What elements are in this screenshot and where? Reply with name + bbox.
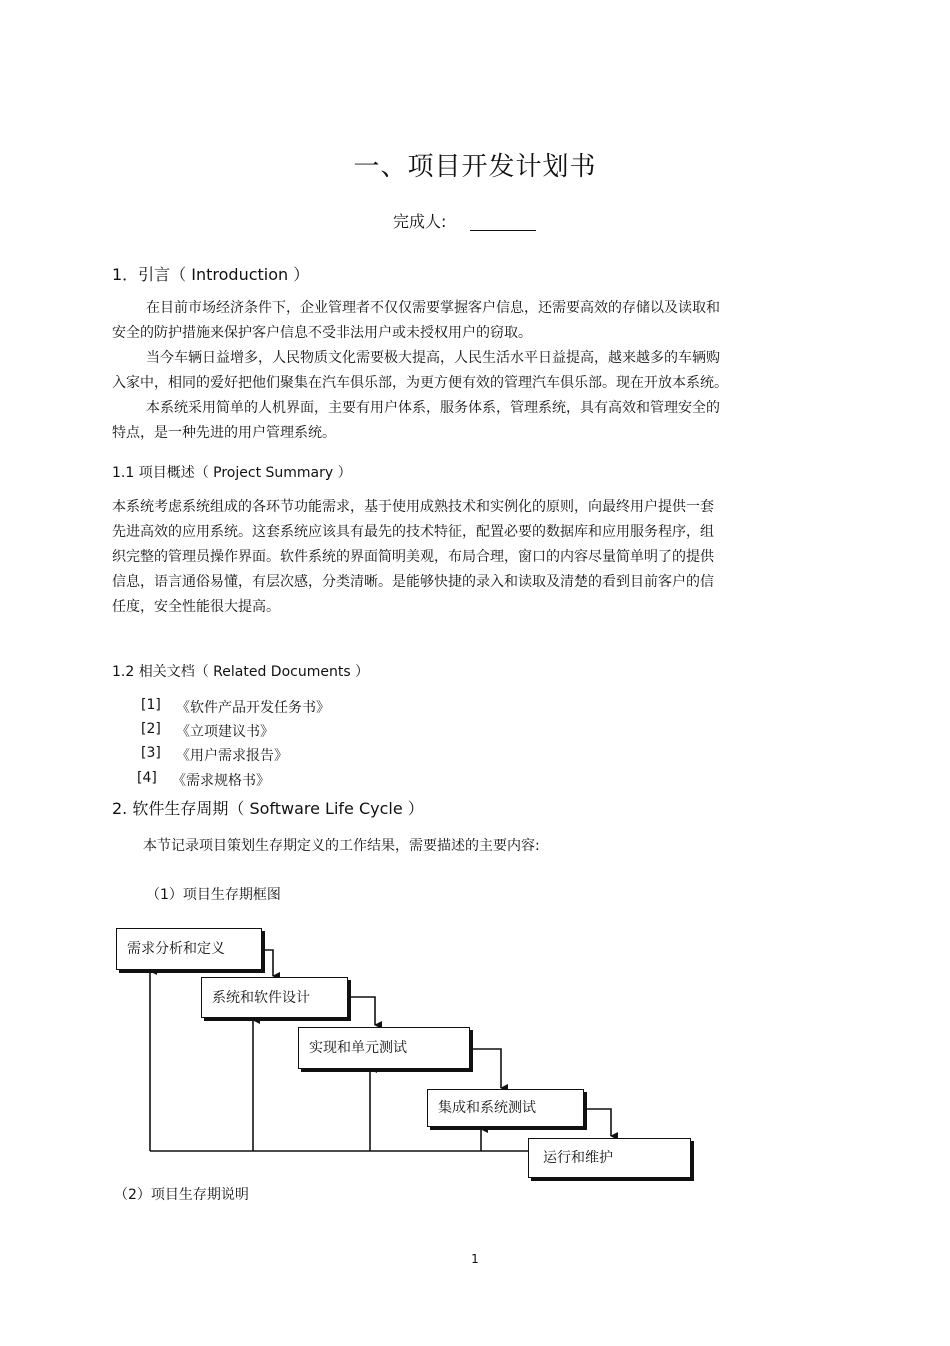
diagram-caption: （1）项目生存期框图 xyxy=(146,887,281,903)
paragraph-line: 本系统考虑系统组成的各环节功能需求，基于使用成熟技术和实例化的原则，向最终用户提供一套 xyxy=(112,499,714,515)
paragraph-line: 安全的防护措施来保护客户信息不受非法用户或未授权用户的窃取。 xyxy=(112,325,532,341)
stage-box xyxy=(427,1089,584,1127)
reference-number: [3] xyxy=(141,745,161,761)
reference-title: 《立项建议书》 xyxy=(176,724,274,740)
paragraph-line: 本系统采用简单的人机界面，主要有用户体系，服务体系，管理系统，具有高效和管理安全的 xyxy=(146,400,720,416)
stage-label: 集成和系统测试 xyxy=(438,1100,536,1116)
stage-label: 需求分析和定义 xyxy=(127,941,225,957)
paragraph-line: 在目前市场经济条件下，企业管理者不仅仅需要掌握客户信息，还需要高效的存储以及读取和 xyxy=(146,300,720,316)
paragraph-line: 任度，安全性能很大提高。 xyxy=(112,599,280,615)
arrow-down xyxy=(265,950,273,976)
arrow-down xyxy=(350,997,375,1025)
section-2-item-2: （2）项目生存期说明 xyxy=(114,1187,249,1203)
reference-number: [1] xyxy=(141,697,161,713)
reference-title: 《软件产品开发任务书》 xyxy=(176,700,330,716)
paragraph-line: 先进高效的应用系统。这套系统应该具有最先的技术特征，配置必要的数据库和应用服务程序，组 xyxy=(112,524,714,540)
section-1-1-heading: 1.1 项目概述（ Project Summary ） xyxy=(112,465,352,481)
section-1-heading: 1．引言（ Introduction ） xyxy=(112,265,310,284)
section-2-intro: 本节记录项目策划生存期定义的工作结果，需要描述的主要内容: xyxy=(143,838,540,854)
stage-box xyxy=(201,977,348,1018)
stage-box xyxy=(528,1138,691,1178)
stage-box xyxy=(116,928,262,970)
paragraph-line: 织完整的管理员操作界面。软件系统的界面简明美观，布局合理，窗口的内容尽量简单明了的提供 xyxy=(112,549,714,565)
paragraph-line: 当今车辆日益增多，人民物质文化需要极大提高，人民生活水平日益提高，越来越多的车辆购 xyxy=(146,350,720,366)
reference-number: [2] xyxy=(141,721,161,737)
stage-label: 运行和维护 xyxy=(543,1150,613,1166)
paragraph-line: 特点，是一种先进的用户管理系统。 xyxy=(112,425,336,441)
section-1-2-heading: 1.2 相关文档（ Related Documents ） xyxy=(112,664,370,680)
paragraph-line: 信息，语言通俗易懂，有层次感，分类清晰。是能够快捷的录入和读取及清楚的看到目前客户的信 xyxy=(112,574,714,590)
section-2-heading: 2. 软件生存周期（ Software Life Cycle ） xyxy=(112,799,424,818)
stage-label: 系统和软件设计 xyxy=(212,989,310,1006)
reference-title: 《用户需求报告》 xyxy=(176,748,288,764)
author-label: 完成人: xyxy=(393,212,447,231)
page-title: 一、项目开发计划书 xyxy=(353,152,597,182)
reference-number: [4] xyxy=(137,770,157,786)
arrow-down xyxy=(472,1049,501,1088)
arrow-down xyxy=(586,1109,611,1136)
stage-box xyxy=(298,1027,470,1069)
paragraph-line: 入家中，相同的爱好把他们聚集在汽车俱乐部，为更方便有效的管理汽车俱乐部。现在开放本系统。 xyxy=(112,375,728,391)
page-number: 1 xyxy=(471,1252,479,1266)
stage-label: 实现和单元测试 xyxy=(309,1040,407,1056)
reference-title: 《需求规格书》 xyxy=(172,773,270,789)
